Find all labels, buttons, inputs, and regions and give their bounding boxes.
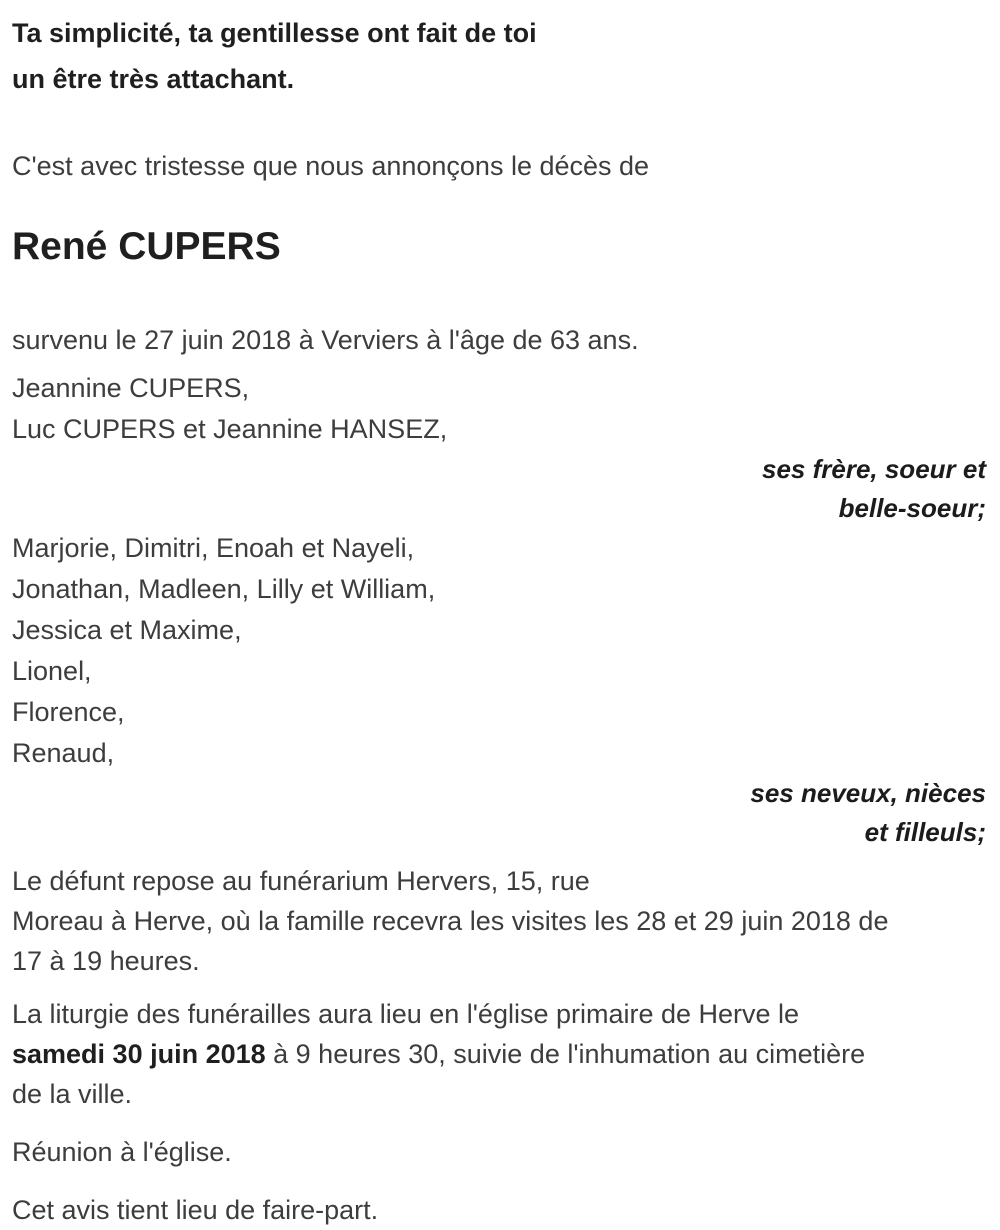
list-item: Luc CUPERS et Jeannine HANSEZ, bbox=[12, 414, 448, 444]
death-statement: survenu le 27 juin 2018 à Verviers à l'âge de 63 ans. bbox=[12, 325, 639, 355]
relation-label-siblings bbox=[12, 450, 988, 528]
visitation-line-1: Le défunt repose au funérarium Hervers, 15, rue bbox=[12, 866, 590, 896]
visitation-line-2: Moreau à Herve, où la famille recevra les visites les 28 et 29 juin 2018 de bbox=[12, 906, 889, 936]
relation-line: ses frère, soeur et bbox=[761, 454, 986, 484]
closing-line: Cet avis tient lieu de faire-part. bbox=[12, 1195, 379, 1225]
relation-line: belle-soeur; bbox=[838, 493, 986, 523]
list-item: Jessica et Maxime, bbox=[12, 615, 242, 645]
funeral-line-1: La liturgie des funérailles aura lieu en l'église primaire de Herve le bbox=[12, 999, 800, 1029]
list-item: Marjorie, Dimitri, Enoah et Nayeli, bbox=[12, 533, 415, 563]
funeral-line-3: de la ville. bbox=[12, 1079, 133, 1109]
relation-label-nephews bbox=[12, 774, 988, 852]
family-list-siblings bbox=[12, 368, 988, 450]
funeral-date: samedi 30 juin 2018 bbox=[12, 1039, 266, 1069]
list-item: Florence, bbox=[12, 697, 125, 727]
deceased-name: René CUPERS bbox=[12, 225, 281, 268]
list-item: Jonathan, Madleen, Lilly et William, bbox=[12, 574, 436, 604]
relation-line: et filleuls; bbox=[864, 817, 986, 847]
meeting-line: Réunion à l'église. bbox=[12, 1137, 232, 1167]
funeral-paragraph bbox=[12, 994, 988, 1114]
funeral-line-2-rest: à 9 heures 30, suivie de l'inhumation au cimetière bbox=[265, 1039, 866, 1069]
epigraph-line-1: Ta simplicité, ta gentillesse ont fait de toi bbox=[12, 18, 537, 48]
list-item: Renaud, bbox=[12, 738, 115, 768]
list-item: Lionel, bbox=[12, 656, 92, 686]
relation-line: ses neveux, nièces bbox=[750, 778, 986, 808]
family-list-nephews bbox=[12, 528, 988, 774]
list-item: Jeannine CUPERS, bbox=[12, 373, 250, 403]
funeral-line-2 bbox=[12, 1034, 988, 1074]
visitation-line-3: 17 à 19 heures. bbox=[12, 946, 200, 976]
visitation-paragraph bbox=[12, 861, 988, 981]
intro-text: C'est avec tristesse que nous annonçons le décès de bbox=[12, 151, 650, 181]
epigraph-line-2: un être très attachant. bbox=[12, 64, 295, 94]
epigraph bbox=[12, 10, 988, 102]
